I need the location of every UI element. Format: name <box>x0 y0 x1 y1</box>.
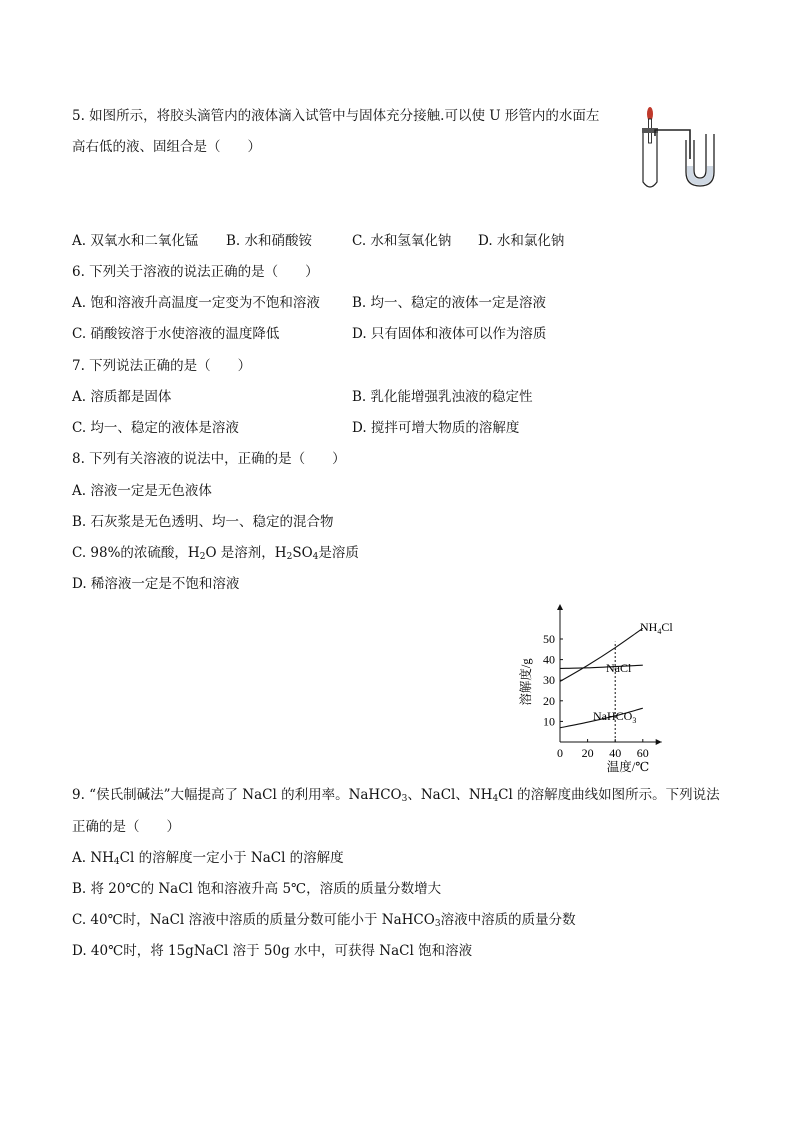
nh4cl-label-sub: 4 <box>657 627 662 636</box>
u-tube-inner <box>694 134 706 178</box>
y-tick-label: 50 <box>543 632 555 646</box>
q8-option-d: D. 稀溶液一定是不饱和溶液 <box>72 576 240 592</box>
y-tick-label: 30 <box>543 673 555 688</box>
q9-a-part1: A. NH <box>72 850 114 866</box>
q6-stem: 6. 下列关于溶液的说法正确的是（ ） <box>72 264 319 280</box>
series-label-nh4cl <box>640 620 673 636</box>
q9-l1-sub1: 3 <box>401 794 408 804</box>
y-tick-label: 20 <box>543 693 555 708</box>
nh4cl-label-b: Cl <box>661 620 673 634</box>
q9-stem-line1 <box>72 783 720 804</box>
q5-option-b: B. 水和硝酸铵 <box>226 233 313 249</box>
q9-c-part1: C. 40℃时，NaCl 溶液中溶质的质量分数可能小于 NaHCO <box>72 912 435 928</box>
series-label-nahco3 <box>593 709 636 725</box>
connector-tube <box>655 130 690 159</box>
q8-c-part4: 是溶质 <box>318 545 359 561</box>
q6-option-d: D. 只有固体和液体可以作为溶质 <box>352 326 547 342</box>
y-tick-label: 10 <box>543 714 555 729</box>
q7-option-c: C. 均一、稳定的液体是溶液 <box>72 420 239 436</box>
q5-stem-line2: 高右低的液、固组合是（ ） <box>72 139 261 155</box>
q5-option-c: C. 水和氢氧化钠 <box>352 233 452 249</box>
y-axis-label: 溶解度/g <box>519 658 533 706</box>
x-tick-label: 60 <box>636 746 649 760</box>
q7-option-a: A. 溶质都是固体 <box>72 389 172 405</box>
q8-option-a: A. 溶液一定是无色液体 <box>72 483 212 499</box>
q6-option-a: A. 饱和溶液升高温度一定变为不饱和溶液 <box>72 295 320 311</box>
q9-l1-a: 9. “侯氏制碱法”大幅提高了 NaCl 的利用率。NaHCO <box>72 787 402 803</box>
q9-a-part2: Cl 的溶解度一定小于 NaCl 的溶解度 <box>119 850 344 866</box>
nahco3-label-sub: 3 <box>632 716 637 725</box>
q5-option-a: A. 双氧水和二氧化锰 <box>72 233 199 249</box>
solubility-chart <box>514 600 730 776</box>
q8-c-sub2: 2 <box>286 552 293 562</box>
apparatus-figure <box>640 104 732 194</box>
y-axis-arrow <box>557 604 563 610</box>
q7-option-b: B. 乳化能增强乳浊液的稳定性 <box>352 389 533 405</box>
q7-stem: 7. 下列说法正确的是（ ） <box>72 358 252 374</box>
x-tick-label: 40 <box>609 746 622 760</box>
q9-a-sub: 4 <box>113 857 120 867</box>
series-label-nacl: NaCl <box>606 661 632 675</box>
q7-option-d: D. 搅拌可增大物质的溶解度 <box>352 420 520 436</box>
x-tick-label: 20 <box>581 746 594 760</box>
q8-c-sub1: 2 <box>199 552 206 562</box>
q6-option-c: C. 硝酸铵溶于水使溶液的温度降低 <box>72 326 280 342</box>
chart-ticks <box>543 632 649 760</box>
q8-stem: 8. 下列有关溶液的说法中，正确的是（ ） <box>72 451 346 467</box>
q8-c-part3: SO <box>292 545 313 561</box>
nahco3-label-a: NaHCO <box>593 709 633 723</box>
q8-c-part2: O 是溶剂，H <box>205 545 287 561</box>
q9-option-a <box>72 846 344 867</box>
q9-l1-sub2: 4 <box>492 794 499 804</box>
q9-option-d: D. 40℃时，将 15gNaCl 溶于 50g 水中，可获得 NaCl 饱和溶液 <box>72 943 473 959</box>
x-axis-label: 温度/℃ <box>606 760 650 774</box>
q9-stem-line2: 正确的是（ ） <box>72 819 180 835</box>
q8-c-part1: C. 98%的浓硫酸，H <box>72 545 200 561</box>
water <box>687 166 713 185</box>
q9-c-part2: 溶液中溶质的质量分数 <box>440 912 576 928</box>
q9-l1-e: Cl 的溶解度曲线如图所示。下列说法 <box>498 787 720 803</box>
q9-option-c <box>72 908 576 929</box>
q8-option-c <box>72 541 359 562</box>
q5-option-d: D. 水和氯化钠 <box>478 233 565 249</box>
q5-stem-line1: 5. 如图所示，将胶头滴管内的液体滴入试管中与固体充分接触.可以使 U 形管内的水面左 <box>72 108 600 124</box>
nh4cl-label-a: NH <box>640 620 658 634</box>
q9-option-b: B. 将 20℃的 NaCl 饱和溶液升高 5℃，溶质的质量分数增大 <box>72 881 442 897</box>
y-tick-label: 40 <box>543 652 555 667</box>
x-tick-label: 0 <box>557 746 563 760</box>
q8-option-b: B. 石灰浆是无色透明、均一、稳定的混合物 <box>72 514 334 530</box>
q9-c-sub: 3 <box>434 919 441 929</box>
x-axis-arrow <box>656 739 662 745</box>
q6-option-b: B. 均一、稳定的液体一定是溶液 <box>352 295 547 311</box>
q8-c-sub3: 4 <box>312 552 319 562</box>
q9-l1-c: 、NaCl、NH <box>407 787 493 803</box>
